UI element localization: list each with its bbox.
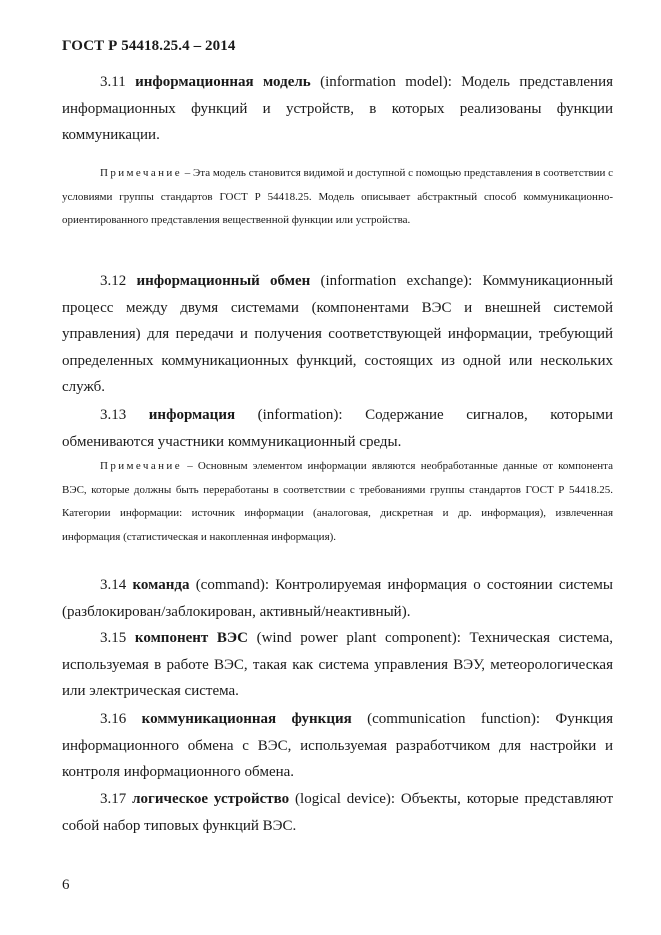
definition-number: 3.17 [100, 791, 127, 807]
document-header: ГОСТ Р 54418.25.4 – 2014 [62, 38, 236, 54]
definition-number: 3.15 [100, 630, 127, 646]
definition-number: 3.12 [100, 273, 127, 289]
definition-term: коммуникационная функция [141, 711, 352, 727]
definition-term: компонент ВЭС [134, 630, 248, 646]
definition-3-11 [62, 69, 613, 149]
note-text: – Основным элементом информации являются необработанные данные от компонента ВЭС, которые должны быть переработаны в соответствии с требованиями группы стандартов ГОСТ Р 54418.25. Категории информации: источник информации (аналоговая, дискретная и др. информация), извлеченная информация (статистическая и накопленная информация). [62, 460, 613, 543]
page-number: 6 [62, 877, 70, 893]
note-label: Примечание [100, 167, 182, 179]
definition-3-16 [62, 706, 613, 786]
note-text: – Эта модель становится видимой и доступной с помощью представления в соответствии с условиями группы стандартов ГОСТ Р 54418.25. Модель описывает абстрактный способ коммуникационно-ориентированного представления вещественной функции или устройства. [62, 167, 614, 226]
definition-text: (information model): Модель представления информационных функций и устройств, в которых реализованы функции коммуникации. [62, 74, 613, 143]
definition-3-15 [62, 625, 613, 705]
definition-text: (wind power plant component): Техническая система, используемая в работе ВЭС, такая как система управления ВЭУ, метеорологическая или электрическая система. [62, 630, 614, 699]
definition-text: (logical device): Объекты, которые представляют собой набор типовых функций ВЭС. [62, 791, 614, 834]
note-label: Примечание [100, 460, 182, 472]
definition-number: 3.16 [100, 711, 127, 727]
definition-text: (communication function): Функция информационного обмена с ВЭС, используемая разработчиком для настройки и контроля информационного обмена. [62, 711, 614, 780]
definition-number: 3.13 [100, 407, 127, 423]
definition-3-12 [62, 268, 613, 401]
definition-term: информация [148, 407, 236, 423]
definition-term: логическое устройство [132, 791, 290, 807]
note-3-13 [62, 455, 613, 549]
definition-text: (information exchange): Коммуникационный процесс между двумя системами (компонентами ВЭС и внешней системой управления) для передачи и получения соответствующей информации, требующий определенных коммуникационных функций, состоящих из одной или нескольких служб. [62, 273, 613, 395]
definition-term: команда [132, 577, 190, 593]
definition-number: 3.14 [100, 577, 127, 593]
definition-3-13 [62, 402, 613, 455]
definition-term: информационный обмен [136, 273, 311, 289]
definition-number: 3.11 [100, 74, 126, 90]
definition-3-17 [62, 786, 613, 839]
definition-text: (command): Контролируемая информация о состоянии системы (разблокирован/заблокирован, активный/неактивный). [62, 577, 614, 620]
note-3-11 [62, 162, 613, 233]
definition-text: (information): Содержание сигналов, которыми обмениваются участники коммуникационный среды. [62, 407, 614, 450]
definition-term: информационная модель [135, 74, 311, 90]
definition-3-14 [62, 572, 613, 625]
